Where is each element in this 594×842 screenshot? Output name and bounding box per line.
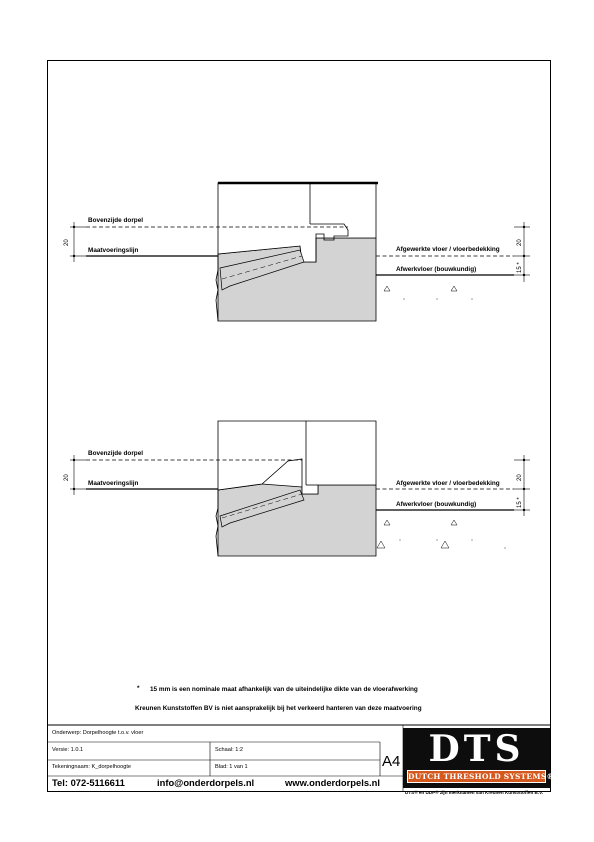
note-liability: Kreunen Kunststoffen BV is niet aansprakelijk bij het verkeerd hanteren van deze maatvoering — [135, 705, 422, 712]
dim-left-2: 20 — [64, 474, 70, 481]
tb-version: Versie: 1.0.1 — [52, 747, 84, 753]
dts-logo-subtitle: DUTCH THRESHOLD SYSTEMS® — [408, 772, 555, 781]
dim-right-bottom-1: 15 * — [517, 262, 523, 273]
tb-paper-size: A4 — [382, 753, 401, 770]
dim-right-bottom-2: 15 * — [517, 497, 523, 508]
tb-drawing-name: Tekeningnaam: K_dorpelhoogte — [52, 764, 131, 770]
label-dim-line-1: Maatvoeringslijn — [88, 247, 139, 254]
tb-sheet: Blad: 1 van 1 — [215, 764, 248, 770]
tb-scale: Schaal: 1:2 — [215, 747, 243, 753]
dim-right-top-2: 20 — [517, 474, 523, 481]
label-top-of-threshold-2: Bovenzijde dorpel — [88, 450, 144, 457]
label-top-of-threshold-1: Bovenzijde dorpel — [88, 217, 144, 224]
note-nominal-size: 15 mm is een nominale maat afhankelijk van de uiteindelijke dikte van de vloerafwerking — [150, 686, 418, 693]
dim-right-top-1: 20 — [517, 239, 523, 246]
trademark-footnote: DTS® en UDP® zijn merknamen van Kreunen Kunststoffen B.V. — [405, 790, 544, 795]
note-asterisk: * — [137, 685, 140, 692]
tb-subject: Onderwerp: Dorpelhoogte t.o.v. vloer — [52, 730, 144, 736]
detail-2-geometry — [70, 421, 530, 556]
dim-left-1: 20 — [64, 239, 70, 246]
dts-logo-text: DTS — [428, 728, 525, 770]
dts-logo — [403, 728, 555, 788]
label-dim-line-2: Maatvoeringslijn — [88, 480, 139, 487]
label-structural-floor-1: Afwerkvloer (bouwkundig) — [396, 266, 477, 273]
threshold-profile-2 — [218, 421, 376, 494]
tb-email-link[interactable]: info@onderdorpels.nl — [157, 777, 255, 788]
tb-website-link[interactable]: www.onderdorpels.nl — [285, 777, 380, 788]
label-finished-floor-2: Afgewerkte vloer / vloerbedekking — [396, 480, 500, 487]
label-structural-floor-2: Afwerkvloer (bouwkundig) — [396, 501, 477, 508]
tb-phone[interactable]: Tel: 072-5116611 — [52, 777, 125, 788]
label-finished-floor-1: Afgewerkte vloer / vloerbedekking — [396, 246, 500, 253]
